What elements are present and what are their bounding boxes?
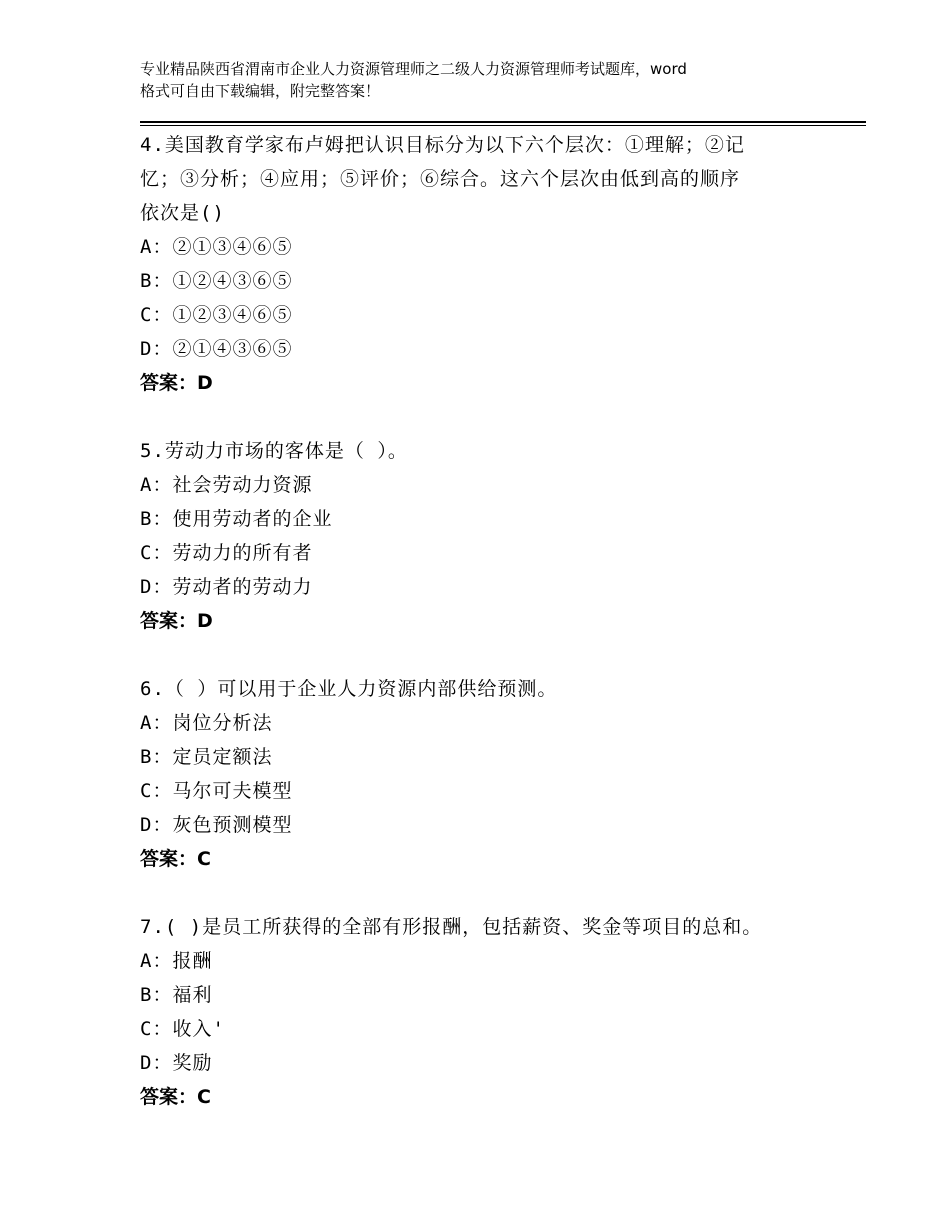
- option-a: A：岗位分析法: [140, 712, 273, 734]
- question-stem-line: 5.劳动力市场的客体是（ ）。: [140, 440, 408, 462]
- question-stem-line: 依次是(): [140, 202, 225, 224]
- option-d: D：劳动者的劳动力: [140, 576, 313, 598]
- option-b: B：①②④③⑥⑤: [140, 270, 293, 292]
- question-item: [140, 434, 840, 638]
- question-item: [140, 128, 840, 400]
- option-b: B：定员定额法: [140, 746, 273, 768]
- header-line-2: 格式可自由下载编辑，附完整答案！: [140, 82, 381, 100]
- question-list: [140, 128, 840, 1148]
- header-divider-thin: [140, 125, 866, 126]
- option-b: B：福利: [140, 984, 213, 1006]
- option-b: B：使用劳动者的企业: [140, 508, 333, 530]
- answer-label: 答案：D: [140, 610, 213, 632]
- option-c: C：马尔可夫模型: [140, 780, 293, 802]
- option-c: C：劳动力的所有者: [140, 542, 313, 564]
- answer-label: 答案：C: [140, 1086, 211, 1108]
- document-header: [140, 58, 830, 102]
- question-stem: [140, 910, 840, 944]
- option-c: C：①②③④⑥⑤: [140, 304, 293, 326]
- question-item: [140, 672, 840, 876]
- option-a: A：②①③④⑥⑤: [140, 236, 293, 258]
- option-d: D：灰色预测模型: [140, 814, 293, 836]
- question-stem-line: 忆；③分析；④应用；⑤评价；⑥综合。这六个层次由低到高的顺序: [140, 168, 741, 190]
- option-a: A：社会劳动力资源: [140, 474, 313, 496]
- header-line-1: 专业精品陕西省渭南市企业人力资源管理师之二级人力资源管理师考试题库，word: [140, 60, 687, 78]
- question-stem: [140, 434, 840, 468]
- option-a: A：报酬: [140, 950, 213, 972]
- header-divider-thick: [140, 121, 866, 123]
- question-stem-line: 6.（ ）可以用于企业人力资源内部供给预测。: [140, 678, 558, 700]
- question-stem: [140, 672, 840, 706]
- answer-label: 答案：D: [140, 372, 213, 394]
- option-d: D：奖励: [140, 1052, 213, 1074]
- option-c: C：收入': [140, 1018, 225, 1040]
- question-stem: [140, 128, 840, 230]
- answer-label: 答案：C: [140, 848, 211, 870]
- question-stem-line: 7.( )是员工所获得的全部有形报酬，包括薪资、奖金等项目的总和。: [140, 916, 763, 938]
- option-d: D：②①④③⑥⑤: [140, 338, 293, 360]
- question-stem-line: 4.美国教育学家布卢姆把认识目标分为以下六个层次：①理解；②记: [140, 134, 745, 156]
- question-item: [140, 910, 840, 1114]
